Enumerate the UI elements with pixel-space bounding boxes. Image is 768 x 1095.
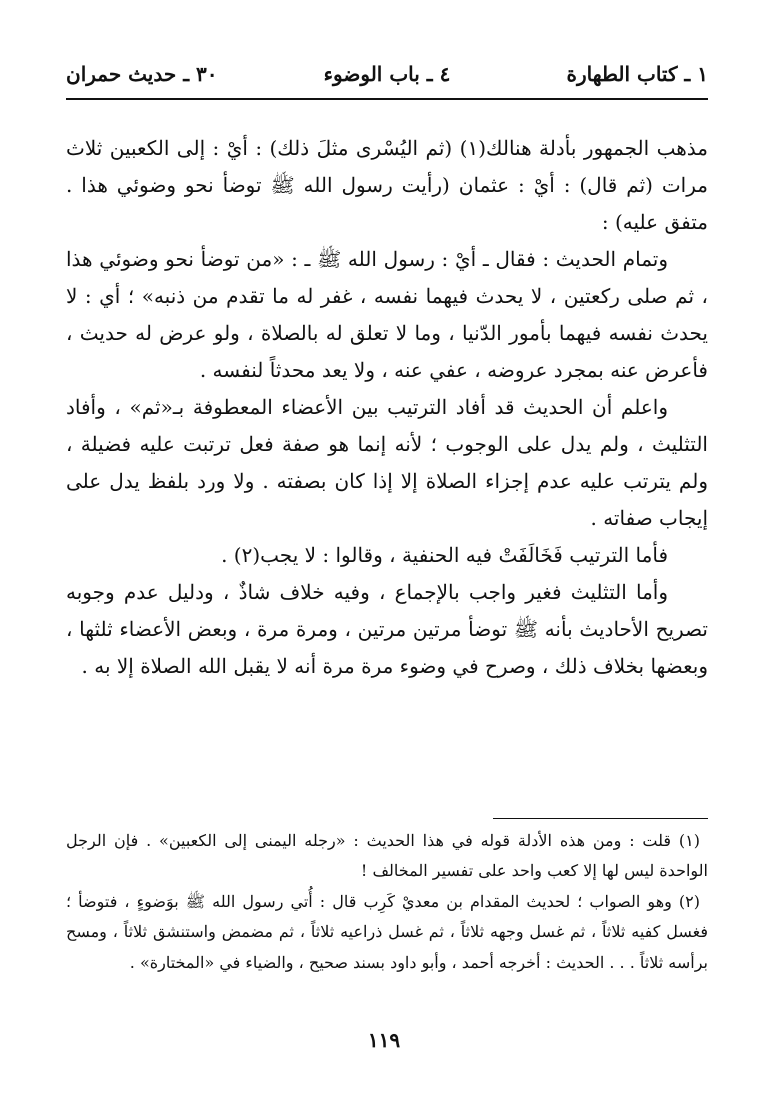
header-chapter-title: ٤ ـ باب الوضوء <box>323 62 451 86</box>
running-header <box>66 50 708 100</box>
footnote-1: (١) قلت : ومن هذه الأدلة قوله في هذا الحديث : «رجله اليمنى إلى الكعبين» . فإن الرجل الواحدة ليس لها إلا كعب واحد على تفسير المخالف ! <box>66 831 708 881</box>
paragraph-3: واعلم أن الحديث قد أفاد الترتيب بين الأعضاء المعطوفة بـ«ثم» ، وأفاد التثليث ، ولم يدل على الوجوب ؛ لأنه إنما هو صفة فعل ترتبت عليه فضيلة ، ولم يترتب عليه عدم إجزاء الصلاة إلا إذا كان بصفته . ولا ورد بلفظ يدل على إيجاب صفاته . <box>66 395 708 530</box>
paragraph-1: مذهب الجمهور بأدلة هنالك(١) (ثم اليُسْرى مثلَ ذلك) : أيْ : إلى الكعبين ثلاث مرات (ثم قال) : أيْ : عثمان (رأيت رسول الله ﷺ توضأ نحو وضوئي هذا . متفق عليه) : <box>66 136 708 234</box>
page-number: ١١٩ <box>367 1028 401 1052</box>
header-rule <box>66 98 708 100</box>
main-text <box>66 130 708 685</box>
footnote-separator <box>493 818 708 819</box>
footnote-2: (٢) وهو الصواب ؛ لحديث المقدام بن معديْ كَرِب قال : أُتي رسول الله ﷺ بوَضوءٍ ، فتوضأ ؛ فغسل كفيه ثلاثاً ، ثم غسل وجهه ثلاثاً ، ثم غسل ذراعيه ثلاثاً ، ثم مضمض واستنشق ثلاثاً ، ومسح برأسه ثلاثاً . . . الحديث : أخرجه أحمد ، وأبو داود بسند صحيح ، والضياء في «المختارة» . <box>66 891 708 972</box>
footnotes <box>66 826 708 978</box>
paragraph-2: وتمام الحديث : فقال ـ أيْ : رسول الله ﷺ ـ : «من توضأ نحو وضوئي هذا ، ثم صلى ركعتين ، لا يحدث فيهما نفسه ، غفر له ما تقدم من ذنبه» ؛ أي : لا يحدث نفسه فيهما بأمور الدّنيا ، وما لا تعلق له بالصلاة ، ولو عرض له حديث ، فأعرض عنه بمجرد عروضه ، عفي عنه ، ولا يعد محدثاً لنفسه . <box>66 247 708 382</box>
paragraph-5: وأما التثليث فغير واجب بالإجماع ، وفيه خلاف شاذٌ ، ودليل عدم وجوبه تصريح الأحاديث بأنه ﷺ توضأ مرتين مرتين ، ومرة مرة ، وبعض الأعضاء ثلثها ، وبعضها بخلاف ذلك ، وصرح في وضوء مرة مرة أنه لا يقبل الله الصلاة إلا به . <box>66 580 708 678</box>
header-hadith-title: ٣٠ ـ حديث حمران <box>66 62 218 86</box>
header-book-title: ١ ـ كتاب الطهارة <box>566 62 708 86</box>
paragraph-4: فأما الترتيب فَخَالَفَتْ فيه الحنفية ، وقالوا : لا يجب(٢) . <box>221 543 668 567</box>
